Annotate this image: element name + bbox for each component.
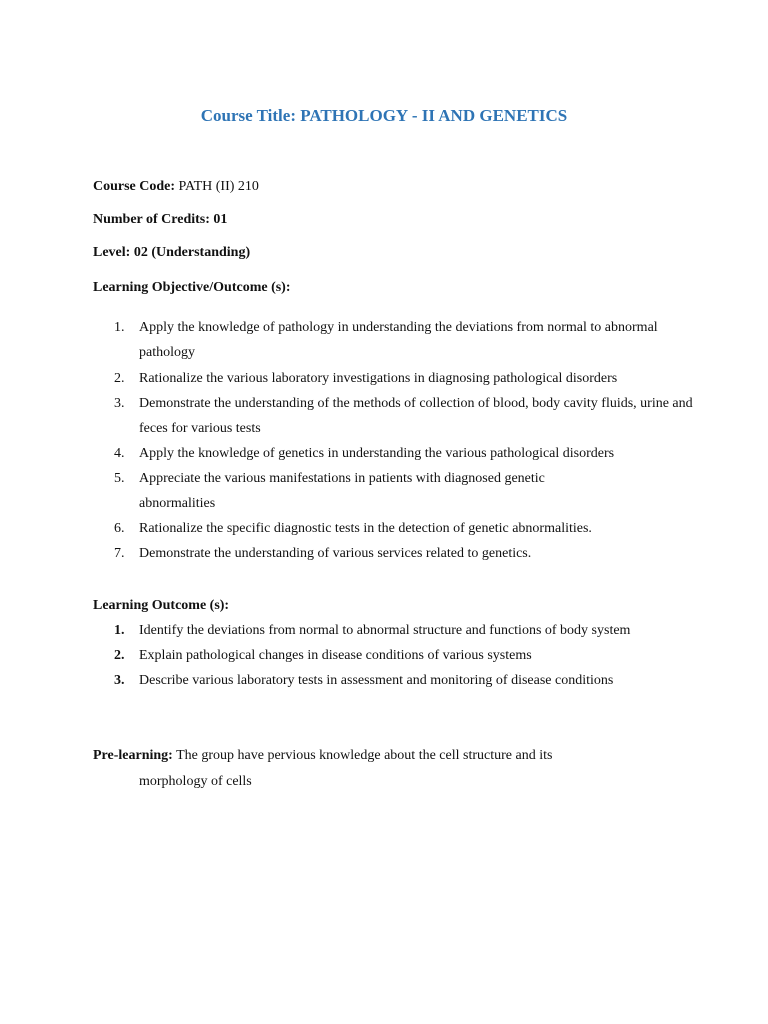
outcome-number: 2. <box>114 648 125 663</box>
objective-number: 1. <box>114 320 125 335</box>
objective-number: 3. <box>114 396 125 411</box>
outcomes-heading: Learning Outcome (s): <box>93 598 230 613</box>
outcome-item <box>114 618 699 643</box>
prelearning-label: Pre-learning: <box>93 748 173 763</box>
objective-number: 6. <box>114 521 125 536</box>
objective-number: 4. <box>114 446 125 461</box>
objective-text: Demonstrate the understanding of various services related to genetics. <box>139 546 532 561</box>
objective-item <box>114 466 609 516</box>
objective-number: 2. <box>114 371 125 386</box>
course-code-value: PATH (II) 210 <box>178 179 259 194</box>
objective-item <box>114 315 699 365</box>
outcome-text: Identify the deviations from normal to abnormal structure and functions of body system <box>139 623 631 638</box>
objective-text: Apply the knowledge of pathology in understanding the deviations from normal to abnormal pathology <box>139 320 658 360</box>
objective-number: 7. <box>114 546 125 561</box>
objective-item <box>114 441 699 466</box>
outcome-number: 1. <box>114 623 125 638</box>
course-code-line <box>93 178 259 196</box>
objective-text: Rationalize the various laboratory investigations in diagnosing pathological disorders <box>139 371 618 386</box>
objective-text: Apply the knowledge of genetics in understanding the various pathological disorders <box>139 446 615 461</box>
credits-line: Number of Credits: 01 <box>93 212 228 227</box>
objective-text: Appreciate the various manifestations in patients with diagnosed genetic abnormalities <box>139 471 545 511</box>
outcome-text: Describe various laboratory tests in assessment and monitoring of disease conditions <box>139 673 614 688</box>
objective-text: Demonstrate the understanding of the methods of collection of blood, body cavity fluids, urine and feces for various tests <box>139 396 693 436</box>
prelearning-continuation: morphology of cells <box>139 774 252 789</box>
prelearning-text: The group have pervious knowledge about the cell structure and its <box>176 748 553 763</box>
objective-item <box>114 516 699 541</box>
level-line: Level: 02 (Understanding) <box>93 245 251 260</box>
outcome-text: Explain pathological changes in disease conditions of various systems <box>139 648 532 663</box>
objective-item <box>114 391 699 441</box>
outcome-item <box>114 668 699 693</box>
objective-number: 5. <box>114 471 125 486</box>
objective-item <box>114 366 699 391</box>
objective-item <box>114 541 699 566</box>
outcome-item <box>114 643 699 668</box>
outcome-number: 3. <box>114 673 125 688</box>
objectives-heading: Learning Objective/Outcome (s): <box>93 280 291 295</box>
course-code-label: Course Code: <box>93 179 176 194</box>
course-title: Course Title: PATHOLOGY - II AND GENETICS <box>200 106 568 125</box>
prelearning-line <box>93 747 552 765</box>
objective-text: Rationalize the specific diagnostic tests in the detection of genetic abnormalities. <box>139 521 592 536</box>
